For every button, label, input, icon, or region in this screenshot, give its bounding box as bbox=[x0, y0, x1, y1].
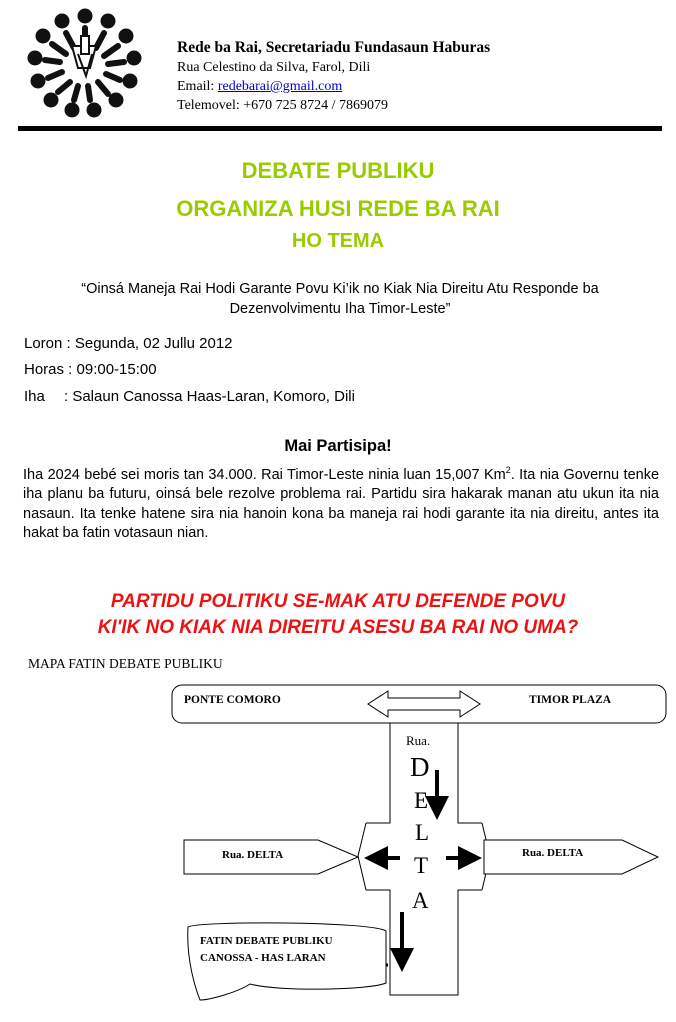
event-venue bbox=[24, 388, 355, 405]
email-link[interactable]: redebarai@gmail.com bbox=[217, 79, 343, 94]
invite-heading: Mai Partisipa! bbox=[284, 437, 392, 455]
header-divider bbox=[18, 126, 662, 131]
map-title: MAPA FATIN DEBATE PUBLIKU bbox=[28, 656, 223, 671]
organization-name: Rede ba Rai, Secretariadu Fundasaun Haburas bbox=[177, 39, 491, 56]
theme-quote: “Oinsá Maneja Rai Hodi Garante Povu Ki’ik no Kiak Nia Direitu Atu Responde ba Dezenvolvimentu Iha Timor-Leste” bbox=[81, 281, 599, 317]
timor-plaza-label: TIMOR PLAZA bbox=[529, 694, 612, 706]
location-map bbox=[0, 672, 676, 1012]
venue-line-1: FATIN DEBATE PUBLIKU bbox=[200, 935, 333, 947]
title-debate-publiku: DEBATE PUBLIKU bbox=[241, 158, 435, 183]
organization-phone: Telemovel: +670 725 8724 / 7869079 bbox=[177, 98, 389, 113]
paragraph-start: Iha 2024 bebé sei moris tan 34.000. Rai Timor-Leste ninia luan 15,007 Km bbox=[23, 466, 506, 483]
venue-value: : Salaun Canossa Haas-Laran, Komoro, Dili bbox=[64, 388, 355, 405]
delta-letter-e: E bbox=[414, 788, 429, 813]
paragraph-end: . Ita nia Governu tenke iha planu ba futuru, oinsá bele rezolve problema rai. Partidu sira hakarak manan atu ukun ita nia nasaun. Ita tenke hatene sira nia hanoin kona ba maneja rai hodi garante ita nia direitu, antes ita hakat ba fatin votasaun nian. bbox=[23, 466, 660, 542]
delta-letter-l: L bbox=[415, 820, 430, 845]
organization-email-row bbox=[177, 77, 490, 96]
event-time: Horas : 09:00-15:00 bbox=[24, 361, 157, 378]
title-ho-tema: HO TEMA bbox=[291, 230, 385, 252]
question-line-1: PARTIDU POLITIKU SE-MAK ATU DEFENDE POVU bbox=[110, 591, 566, 612]
organization-address: Rua Celestino da Silva, Farol, Dili bbox=[177, 60, 371, 75]
organization-logo bbox=[26, 6, 144, 118]
ponte-comoro-label: PONTE COMORO bbox=[184, 694, 281, 706]
invite-paragraph bbox=[23, 461, 659, 544]
left-road-label: Rua. DELTA bbox=[222, 849, 284, 861]
delta-letter-d: D bbox=[410, 752, 430, 782]
title-organizer: ORGANIZA HUSI REDE BA RAI bbox=[176, 196, 500, 221]
question-line-2: KI'IK NO KIAK NIA DIREITU ASESU BA RAI NO UMA? bbox=[97, 617, 579, 638]
email-label: Email: bbox=[177, 79, 215, 94]
organization-info bbox=[177, 38, 490, 115]
delta-letter-t: T bbox=[414, 853, 429, 878]
venue-label: Iha bbox=[24, 388, 45, 405]
right-road-label: Rua. DELTA bbox=[522, 847, 584, 859]
event-date: Loron : Segunda, 02 Jullu 2012 bbox=[24, 335, 233, 352]
delta-letter-a: A bbox=[412, 888, 429, 913]
superscript: 2 bbox=[505, 465, 511, 475]
rua-label: Rua. bbox=[406, 733, 431, 748]
venue-line-2: CANOSSA - HAS LARAN bbox=[200, 952, 326, 964]
